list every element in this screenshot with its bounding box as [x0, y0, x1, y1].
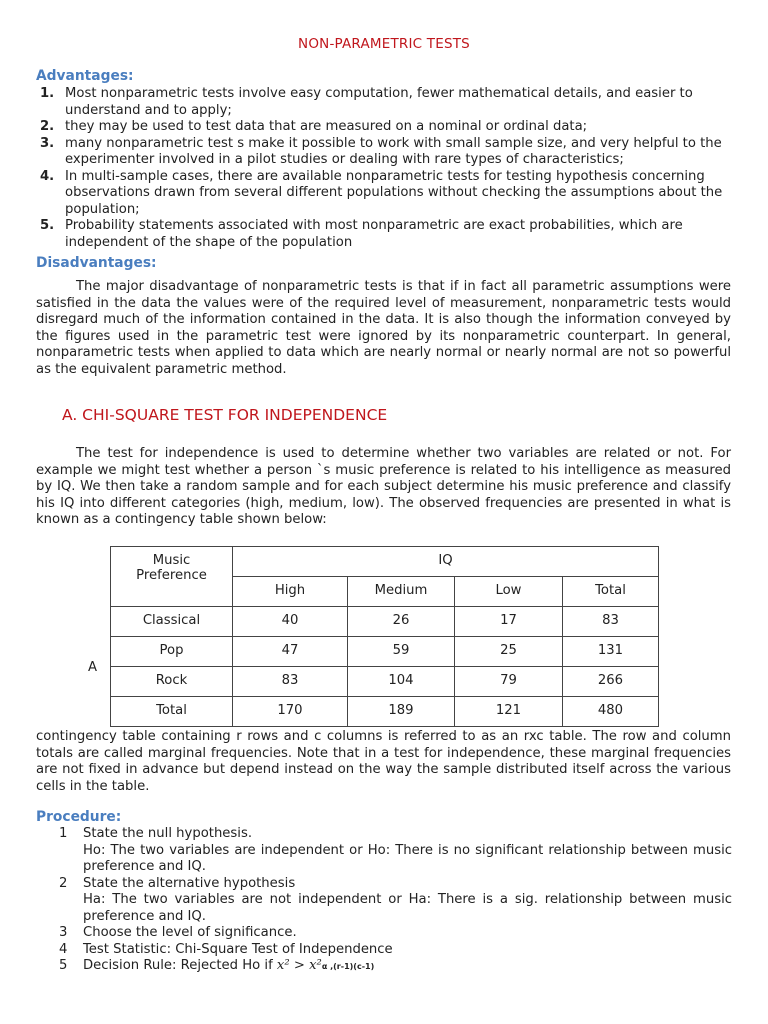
column-header: Low	[455, 577, 563, 607]
list-number: 2.	[40, 119, 55, 134]
contingency-table	[110, 546, 659, 727]
table-cell: 26	[348, 607, 455, 637]
advantages-heading: Advantages:	[36, 68, 134, 84]
list-text: Probability statements associated with most nonparametric are exact probabilities, which are independent of the shape of the population	[65, 218, 683, 250]
column-header: Total	[563, 577, 659, 607]
disadvantages-text: The major disadvantage of nonparametric tests is that if in fact all parametric assumptions were satisfied in the data the values were of the required level of measurement, nonparametric tests would disregard much of the information contained in the data. It is also though the information conveyed by the figures used in the parametric test were ignored by its nonparametric counterpart. In general, nonparametric tests when applied to data which are nearly normal or nearly normal are not so powerful as the equivalent parametric method.	[36, 279, 731, 377]
section-a-after-paragraph: contingency table containing r rows and c columns is referred to as an rxc table. The row and column totals are called marginal frequencies. Note that in a test for independence, these marginal frequencies are not fixed in advance but depend instead on the way the sample distributed itself across the various cells in the table.	[36, 729, 731, 794]
table-corner-header: Music Preference	[111, 547, 233, 607]
procedure-step	[36, 958, 732, 976]
table-row	[111, 607, 659, 637]
table-row	[111, 697, 659, 727]
disadvantages-heading: Disadvantages:	[36, 255, 157, 271]
table-group-header: IQ	[233, 547, 659, 577]
row-label: Rock	[111, 667, 233, 697]
step-number: 1	[59, 826, 68, 841]
step-text: Test Statistic: Chi-Square Test of Independence	[83, 941, 393, 957]
step-number: 3	[59, 925, 68, 940]
table-side-letter: A	[88, 660, 98, 675]
section-a-intro-text: The test for independence is used to determine whether two variables are related or not. For example we might test whether a person `s music preference is related to his intelligence as measured by IQ. We then take a random sample and for each subject determine his music preference and classify his IQ into different categories (high, medium, low). The observed frequencies are presented in what is known as a contingency table shown below:	[36, 446, 731, 527]
table-cell: 131	[563, 637, 659, 667]
step-detail: Ha: The two variables are not independent or Ha: There is a sig. relationship between music preference and IQ.	[83, 892, 732, 924]
step-text: State the alternative hypothesis	[83, 875, 296, 891]
list-number: 1.	[40, 86, 55, 101]
section-a-title: A. CHI-SQUARE TEST FOR INDEPENDENCE	[62, 406, 388, 424]
row-label: Pop	[111, 637, 233, 667]
step-number: 2	[59, 875, 68, 891]
table-cell: 47	[233, 637, 348, 667]
step-number: 4	[59, 941, 68, 957]
critical-subscript: α ,(r-1)(c-1)	[321, 962, 375, 971]
list-text: Most nonparametric tests involve easy computation, fewer mathematical details, and easier to understand and to apply;	[65, 86, 693, 118]
table-cell: 59	[348, 637, 455, 667]
step-text: Choose the level of significance.	[83, 925, 297, 940]
table-cell: 480	[563, 697, 659, 727]
procedure-step	[36, 942, 732, 959]
procedure-step	[36, 925, 732, 942]
list-item	[36, 86, 732, 119]
table-row	[111, 637, 659, 667]
table-cell: 79	[455, 667, 563, 697]
row-label: Total	[111, 697, 233, 727]
column-header: High	[233, 577, 348, 607]
table-cell: 25	[455, 637, 563, 667]
table-row	[111, 667, 659, 697]
chi-square-critical: x²	[309, 958, 322, 973]
procedure-heading: Procedure:	[36, 809, 122, 825]
table-cell: 17	[455, 607, 563, 637]
row-label: Classical	[111, 607, 233, 637]
procedure-step	[36, 826, 732, 876]
procedure-step	[36, 876, 732, 926]
list-text: In multi-sample cases, there are available nonparametric tests for testing hypothesis concerning observations drawn from several different populations without checking the assumptions about the population;	[65, 168, 723, 217]
list-text: they may be used to test data that are measured on a nominal or ordinal data;	[65, 119, 588, 134]
table-cell: 40	[233, 607, 348, 637]
table-cell: 83	[563, 607, 659, 637]
procedure-list	[36, 826, 732, 976]
table-cell: 189	[348, 697, 455, 727]
list-item	[36, 136, 732, 169]
list-item	[36, 169, 732, 219]
chi-square-statistic: x² >	[276, 958, 305, 973]
list-number: 5.	[40, 218, 55, 233]
list-item	[36, 218, 732, 251]
step-text: State the null hypothesis.	[83, 826, 253, 841]
list-number: 3.	[40, 135, 55, 151]
step-detail: Ho: The two variables are independent or Ho: There is no significant relationship between music preference and IQ.	[83, 842, 732, 874]
table-cell: 266	[563, 667, 659, 697]
step-text: Decision Rule: Rejected Ho if	[83, 958, 273, 973]
table-cell: 121	[455, 697, 563, 727]
table-cell: 104	[348, 667, 455, 697]
list-text: many nonparametric test s make it possible to work with small sample size, and very helpful to the experimenter involved in a pilot studies or dealing with rare types of characteristics;	[65, 135, 722, 167]
section-a-intro	[36, 446, 731, 529]
list-number: 4.	[40, 168, 55, 184]
table-cell: 170	[233, 697, 348, 727]
list-item	[36, 119, 732, 136]
column-header: Medium	[348, 577, 455, 607]
disadvantages-paragraph	[36, 279, 731, 378]
step-number: 5	[59, 958, 68, 973]
page-title: NON-PARAMETRIC TESTS	[298, 36, 470, 52]
advantages-list	[36, 86, 732, 251]
table-header-row	[111, 547, 659, 577]
table-cell: 83	[233, 667, 348, 697]
